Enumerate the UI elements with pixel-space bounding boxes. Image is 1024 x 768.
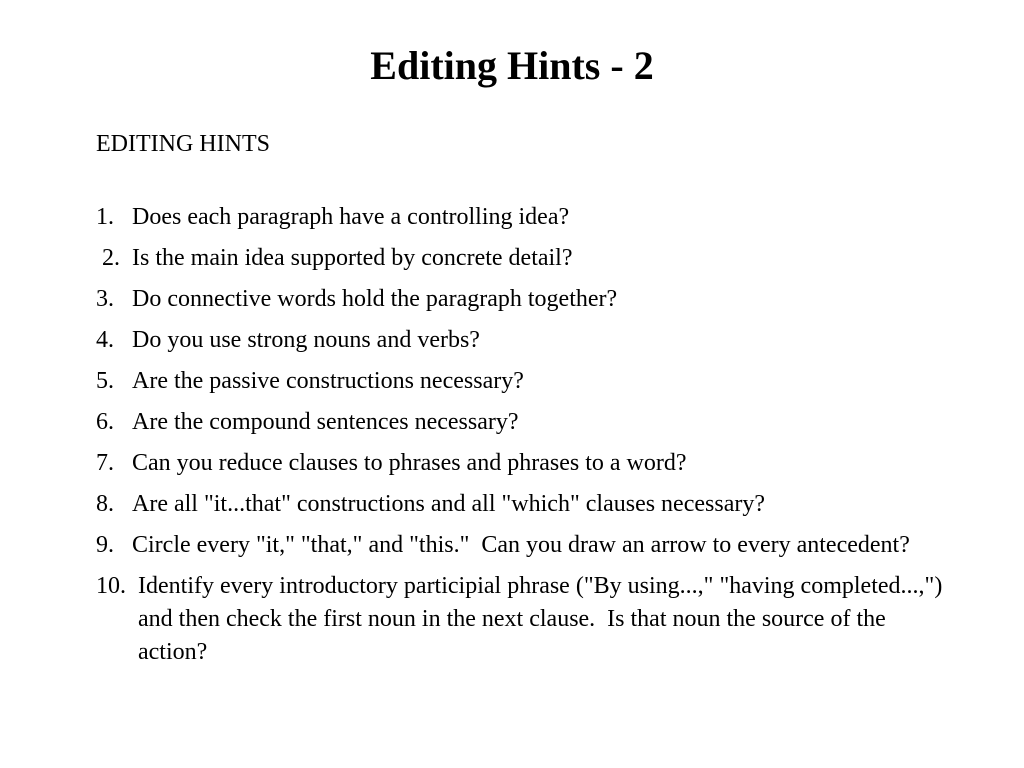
item-number: 9.: [96, 532, 126, 558]
item-text: Can you reduce clauses to phrases and phrases to a word?: [132, 450, 687, 476]
item-number: 2.: [96, 245, 132, 271]
item-text: Are the compound sentences necessary?: [132, 409, 519, 435]
list-item: [96, 447, 956, 480]
item-number: 7.: [96, 450, 126, 476]
item-text: Does each paragraph have a controlling idea?: [132, 204, 570, 230]
item-number: 6.: [96, 409, 126, 435]
item-number: 5.: [96, 368, 126, 394]
list-item: [96, 201, 956, 234]
item-text: Are all "it...that" constructions and all "which" clauses necessary?: [132, 491, 765, 517]
list-item: [96, 406, 956, 439]
list-item: [96, 488, 956, 521]
slide-title: Editing Hints - 2: [370, 43, 654, 88]
list-item: [96, 529, 956, 562]
section-heading: EDITING HINTS: [96, 131, 270, 157]
list-item: [96, 324, 956, 357]
list-item: [96, 365, 956, 398]
item-text: Is the main idea supported by concrete detail?: [132, 245, 573, 271]
item-number: 8.: [96, 491, 126, 517]
hints-list: [96, 201, 956, 669]
list-item: [96, 570, 956, 669]
item-text: Are the passive constructions necessary?: [132, 368, 524, 394]
list-item: [96, 242, 956, 275]
item-number: 10.: [96, 573, 138, 599]
item-text: Do connective words hold the paragraph together?: [132, 286, 618, 312]
item-text: Do you use strong nouns and verbs?: [132, 327, 480, 353]
list-item: [96, 283, 956, 316]
item-number: 4.: [96, 327, 126, 353]
item-text: Circle every "it," "that," and "this." Can you draw an arrow to every antecedent?: [132, 532, 910, 558]
item-number: 1.: [96, 204, 126, 230]
slide-body: [96, 128, 956, 677]
item-text: Identify every introductory participial phrase ("By using...," "having completed...,") and then check the first noun in the next clause. Is that noun the source of the action?: [138, 573, 949, 665]
item-number: 3.: [96, 286, 126, 312]
